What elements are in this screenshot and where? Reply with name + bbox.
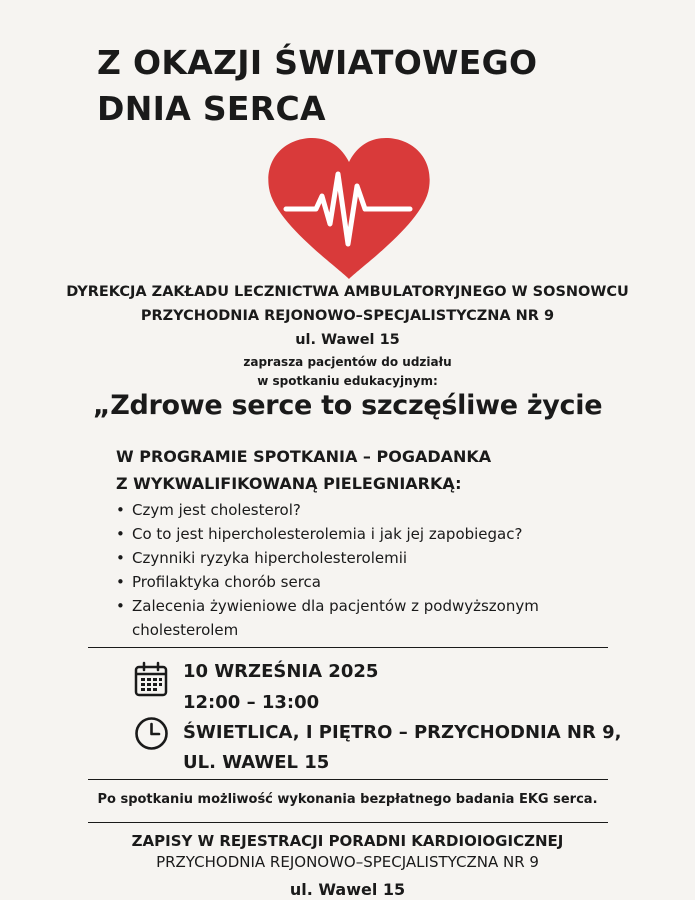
heart-ekg-icon [266, 136, 432, 279]
poster-title [97, 40, 657, 132]
registration-address: ul. Wawel 15 [289, 880, 406, 899]
list-item: • Zalecenia żywieniowe dla pacjentów z podwyższonym cholesterolem [116, 594, 636, 642]
registration-line-2: PRZYCHODNIA REJONOWO–SPECJALISTYCZNA NR 9 [156, 853, 539, 871]
event-place-line-1: ŚWIETLICA, I PIĘTRO – PRZYCHODNIA NR 9, [183, 722, 622, 743]
list-item: • Co to jest hipercholesterolemia i jak jej zapobiegac? [116, 522, 636, 546]
divider [88, 647, 608, 648]
invitation-line-2: w spotkaniu edukacyjnym: [257, 374, 438, 388]
invitation-line-1: zaprasza pacjentów do udziału [243, 355, 452, 369]
title-line-1: Z OKAZJI ŚWIATOWEGO [97, 43, 538, 82]
organizer-line-2: PRZYCHODNIA REJONOWO–SPECJALISTYCZNA NR 9 [140, 308, 555, 324]
event-slogan: „Zdrowe serce to szczęśliwe życie [92, 390, 603, 421]
program-heading [116, 443, 616, 497]
program-heading-line-2: Z WYKWALIFIKOWANĄ PIELEGNIARKĄ: [116, 474, 462, 493]
divider [88, 822, 608, 823]
list-item: • Profilaktyka chorób serca [116, 570, 636, 594]
calendar-icon [134, 661, 168, 697]
ekg-note: Po spotkaniu możliwość wykonania bezpłatnego badania EKG serca. [97, 792, 598, 807]
event-place-line-2: UL. WAWEL 15 [183, 752, 330, 773]
event-date: 10 WRZEŚNIA 2025 [183, 661, 379, 682]
list-item: • Czynniki ryzyka hipercholesterolemii [116, 546, 636, 570]
organizer-address: ul. Wawel 15 [295, 332, 400, 348]
program-list [116, 498, 636, 642]
title-line-2: DNIA SERCA [97, 89, 326, 128]
registration-line-1: ZAPISY W REJESTRACJI PORADNI KARDIOIOGICZNEJ [131, 832, 564, 850]
divider [88, 779, 608, 780]
organizer-line-1: DYREKCJA ZAKŁADU LECZNICTWA AMBULATORYJNEGO W SOSNOWCU [66, 284, 629, 300]
list-item: • Czym jest cholesterol? [116, 498, 636, 522]
event-time: 12:00 – 13:00 [183, 692, 320, 713]
clock-icon [134, 716, 169, 751]
program-heading-line-1: W PROGRAMIE SPOTKANIA – POGADANKA [116, 447, 492, 466]
